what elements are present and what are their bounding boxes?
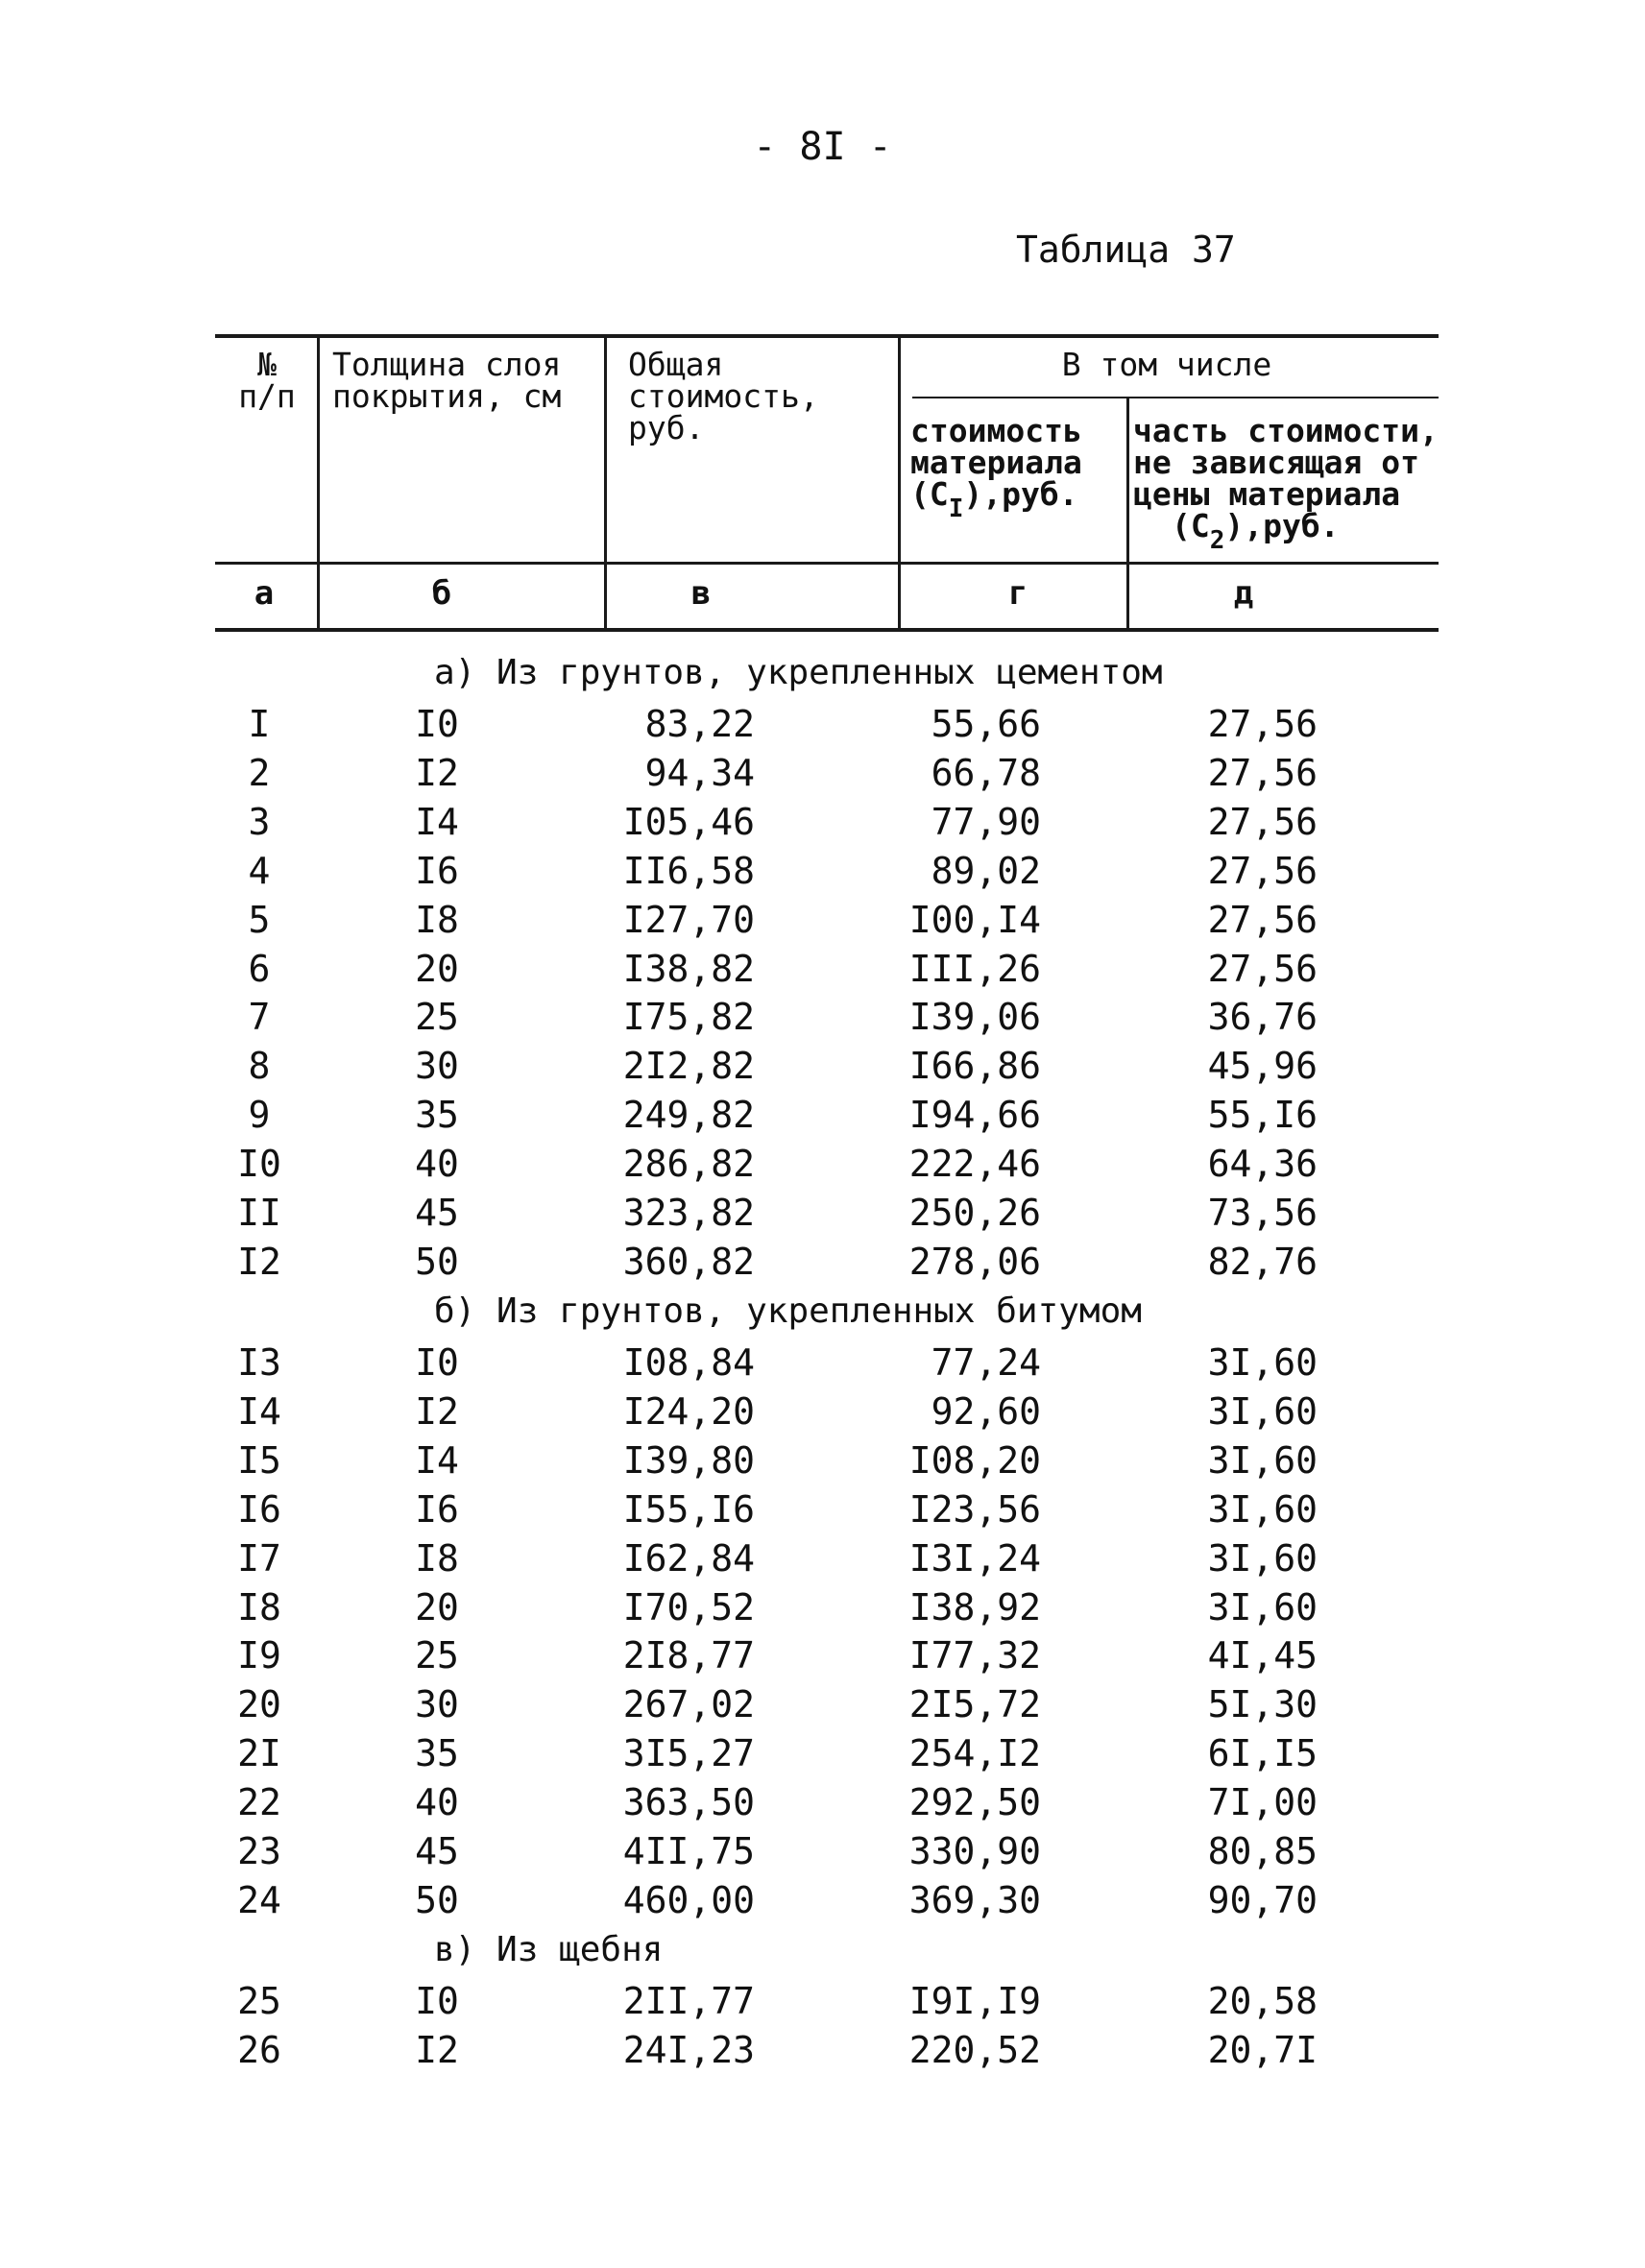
- formula-tail: ),руб.: [963, 475, 1078, 513]
- other-cost: 80,85: [1207, 1830, 1318, 1872]
- total-cost: 94,34: [644, 752, 755, 794]
- col-divider-1: [317, 338, 320, 628]
- total-cost: 267,02: [622, 1683, 755, 1725]
- header-group: В том числе: [1061, 346, 1272, 383]
- other-cost: 27,56: [1207, 899, 1318, 941]
- header-col-material-line: стоимость: [910, 412, 1082, 449]
- table-row: [0, 801, 1645, 850]
- other-cost: 27,56: [1207, 948, 1318, 990]
- col-divider-4: [1126, 398, 1129, 628]
- header-col-thickness: [332, 346, 562, 415]
- layer-thickness: I2: [415, 752, 459, 794]
- header-col-material: [910, 412, 1082, 523]
- row-number: 20: [237, 1683, 281, 1725]
- material-cost: I66,86: [908, 1045, 1041, 1087]
- layer-thickness: 40: [415, 1143, 459, 1185]
- header-col-total-line: стоимость,: [628, 377, 819, 415]
- table-row: [0, 996, 1645, 1045]
- total-cost: 360,82: [622, 1241, 755, 1283]
- other-cost: 64,36: [1207, 1143, 1318, 1185]
- table-row: [0, 1683, 1645, 1732]
- total-cost: 2II,77: [622, 1980, 755, 2022]
- formula-symbol: (C: [1172, 507, 1210, 544]
- material-cost: I94,66: [908, 1094, 1041, 1136]
- layer-thickness: 20: [415, 948, 459, 990]
- table-row: [0, 948, 1645, 997]
- row-number: I6: [237, 1488, 281, 1531]
- row-number: 9: [248, 1094, 271, 1136]
- row-number: II: [237, 1192, 281, 1234]
- header-col-total-line: Общая: [628, 346, 724, 383]
- material-cost: 2I5,72: [908, 1683, 1041, 1725]
- header-col-thickness-line: покрытия, см: [332, 377, 562, 415]
- total-cost: I08,84: [622, 1341, 755, 1384]
- row-number: I4: [237, 1390, 281, 1433]
- material-cost: 77,24: [931, 1341, 1041, 1384]
- row-number: 24: [237, 1879, 281, 1921]
- row-number: 6: [248, 948, 271, 990]
- layer-thickness: 45: [415, 1192, 459, 1234]
- total-cost: I24,20: [622, 1390, 755, 1433]
- layer-thickness: I6: [415, 850, 459, 892]
- layer-thickness: I0: [415, 1341, 459, 1384]
- total-cost: 2I8,77: [622, 1634, 755, 1677]
- other-cost: 6I,I5: [1207, 1732, 1318, 1774]
- table-row: [0, 1192, 1645, 1241]
- layer-thickness: 35: [415, 1732, 459, 1774]
- layer-thickness: 30: [415, 1683, 459, 1725]
- total-cost: II6,58: [622, 850, 755, 892]
- other-cost: 27,56: [1207, 752, 1318, 794]
- other-cost: 73,56: [1207, 1192, 1318, 1234]
- material-cost: I00,I4: [908, 899, 1041, 941]
- row-number: 8: [248, 1045, 271, 1087]
- table-label: Таблица 37: [1016, 229, 1236, 271]
- row-number: I5: [237, 1439, 281, 1482]
- layer-thickness: I2: [415, 1390, 459, 1433]
- total-cost: I55,I6: [622, 1488, 755, 1531]
- header-col-total-line: руб.: [628, 409, 705, 446]
- table-row: [0, 1143, 1645, 1192]
- material-cost: I39,06: [908, 996, 1041, 1038]
- other-cost: 3I,60: [1207, 1586, 1318, 1629]
- total-cost: I38,82: [622, 948, 755, 990]
- column-letter: д: [1233, 574, 1254, 613]
- column-letter: в: [690, 574, 712, 613]
- formula-subscript: I: [948, 495, 964, 523]
- table-row: [0, 1094, 1645, 1143]
- row-number: 26: [237, 2029, 281, 2071]
- header-bottom-rule: [215, 562, 1439, 565]
- column-letter: б: [431, 574, 452, 613]
- table-row: [0, 1732, 1645, 1781]
- material-cost: III,26: [908, 948, 1041, 990]
- row-number: 22: [237, 1781, 281, 1823]
- layer-thickness: 50: [415, 1879, 459, 1921]
- group-underline: [912, 397, 1439, 398]
- other-cost: 3I,60: [1207, 1488, 1318, 1531]
- material-cost: I08,20: [908, 1439, 1041, 1482]
- layer-thickness: 35: [415, 1094, 459, 1136]
- total-cost: 3I5,27: [622, 1732, 755, 1774]
- layer-thickness: I2: [415, 2029, 459, 2071]
- row-number: 23: [237, 1830, 281, 1872]
- other-cost: 55,I6: [1207, 1094, 1318, 1136]
- header-col-thickness-line: Толщина слоя: [332, 346, 562, 383]
- table-row: [0, 1537, 1645, 1586]
- other-cost: 20,58: [1207, 1980, 1318, 2022]
- header-col-total: [628, 346, 819, 446]
- table-head-end-rule: [215, 628, 1439, 632]
- material-cost: I9I,I9: [908, 1980, 1041, 2022]
- row-number: 5: [248, 899, 271, 941]
- table-row: [0, 1634, 1645, 1683]
- layer-thickness: I4: [415, 1439, 459, 1482]
- layer-thickness: 45: [415, 1830, 459, 1872]
- table-row: [0, 752, 1645, 801]
- other-cost: 20,7I: [1207, 2029, 1318, 2071]
- header-col-part-line: не зависящая от: [1133, 444, 1420, 481]
- header-col-material-line: материала: [910, 444, 1082, 481]
- table-row: [0, 1341, 1645, 1390]
- total-cost: 323,82: [622, 1192, 755, 1234]
- other-cost: 3I,60: [1207, 1341, 1318, 1384]
- header-col-number: [229, 346, 305, 415]
- material-cost: 250,26: [908, 1192, 1041, 1234]
- layer-thickness: I8: [415, 1537, 459, 1580]
- row-number: 2: [248, 752, 271, 794]
- total-cost: 24I,23: [622, 2029, 755, 2071]
- total-cost: 286,82: [622, 1143, 755, 1185]
- table-row: [0, 1241, 1645, 1290]
- column-letter: г: [1007, 574, 1028, 613]
- material-cost: I38,92: [908, 1586, 1041, 1629]
- table-row: [0, 1830, 1645, 1879]
- formula-tail: ),руб.: [1224, 507, 1340, 544]
- header-col-material-formula: [910, 475, 1082, 523]
- table-row: [0, 850, 1645, 899]
- row-number: I: [248, 703, 271, 745]
- section-title: а) Из грунтов, укрепленных цементом: [434, 653, 1163, 692]
- layer-thickness: I6: [415, 1488, 459, 1531]
- row-number: 2I: [237, 1732, 281, 1774]
- table-row: [0, 1586, 1645, 1635]
- table-top-rule: [215, 334, 1439, 338]
- other-cost: 3I,60: [1207, 1537, 1318, 1580]
- layer-thickness: 25: [415, 1634, 459, 1677]
- material-cost: 222,46: [908, 1143, 1041, 1185]
- material-cost: 330,90: [908, 1830, 1041, 1872]
- header-col-part-formula: [1133, 507, 1439, 555]
- header-col-number-line: п/п: [238, 377, 296, 415]
- material-cost: 220,52: [908, 2029, 1041, 2071]
- other-cost: 27,56: [1207, 703, 1318, 745]
- row-number: 25: [237, 1980, 281, 2022]
- other-cost: 7I,00: [1207, 1781, 1318, 1823]
- section-title: в) Из щебня: [434, 1930, 664, 1969]
- row-number: 7: [248, 996, 271, 1038]
- layer-thickness: 50: [415, 1241, 459, 1283]
- layer-thickness: 30: [415, 1045, 459, 1087]
- total-cost: 363,50: [622, 1781, 755, 1823]
- col-divider-3: [898, 338, 901, 628]
- total-cost: I39,80: [622, 1439, 755, 1482]
- row-number: I3: [237, 1341, 281, 1384]
- header-col-part-line: цены материала: [1133, 475, 1401, 513]
- table-row: [0, 1781, 1645, 1830]
- material-cost: 369,30: [908, 1879, 1041, 1921]
- formula-symbol: (C: [910, 475, 949, 513]
- other-cost: 3I,60: [1207, 1439, 1318, 1482]
- other-cost: 82,76: [1207, 1241, 1318, 1283]
- table-row: [0, 703, 1645, 752]
- row-number: I8: [237, 1586, 281, 1629]
- header-col-number-line: №: [257, 346, 277, 383]
- total-cost: I05,46: [622, 801, 755, 843]
- material-cost: I3I,24: [908, 1537, 1041, 1580]
- row-number: I9: [237, 1634, 281, 1677]
- page-number: - 8I -: [753, 125, 892, 169]
- layer-thickness: I0: [415, 703, 459, 745]
- row-number: 3: [248, 801, 271, 843]
- material-cost: 278,06: [908, 1241, 1041, 1283]
- material-cost: 55,66: [931, 703, 1041, 745]
- header-col-part-line: часть стоимости,: [1133, 412, 1439, 449]
- material-cost: 66,78: [931, 752, 1041, 794]
- material-cost: 92,60: [931, 1390, 1041, 1433]
- table-row: [0, 1488, 1645, 1537]
- header-col-part: [1133, 412, 1439, 555]
- column-letter: а: [254, 574, 275, 613]
- table-row: [0, 1879, 1645, 1928]
- table-row: [0, 1980, 1645, 2029]
- other-cost: 4I,45: [1207, 1634, 1318, 1677]
- table-row: [0, 899, 1645, 948]
- other-cost: 3I,60: [1207, 1390, 1318, 1433]
- total-cost: 2I2,82: [622, 1045, 755, 1087]
- other-cost: 27,56: [1207, 850, 1318, 892]
- total-cost: I70,52: [622, 1586, 755, 1629]
- other-cost: 36,76: [1207, 996, 1318, 1038]
- table-row: [0, 2029, 1645, 2078]
- layer-thickness: I0: [415, 1980, 459, 2022]
- layer-thickness: 20: [415, 1586, 459, 1629]
- total-cost: I62,84: [622, 1537, 755, 1580]
- material-cost: 77,90: [931, 801, 1041, 843]
- other-cost: 5I,30: [1207, 1683, 1318, 1725]
- col-divider-2: [604, 338, 607, 628]
- table-row: [0, 1045, 1645, 1094]
- total-cost: 249,82: [622, 1094, 755, 1136]
- other-cost: 45,96: [1207, 1045, 1318, 1087]
- layer-thickness: 25: [415, 996, 459, 1038]
- other-cost: 27,56: [1207, 801, 1318, 843]
- layer-thickness: I8: [415, 899, 459, 941]
- row-number: I2: [237, 1241, 281, 1283]
- total-cost: 460,00: [622, 1879, 755, 1921]
- layer-thickness: 40: [415, 1781, 459, 1823]
- total-cost: 83,22: [644, 703, 755, 745]
- total-cost: I75,82: [622, 996, 755, 1038]
- row-number: I0: [237, 1143, 281, 1185]
- row-number: I7: [237, 1537, 281, 1580]
- table-row: [0, 1439, 1645, 1488]
- other-cost: 90,70: [1207, 1879, 1318, 1921]
- section-title: б) Из грунтов, укрепленных битумом: [434, 1291, 1142, 1331]
- material-cost: 89,02: [931, 850, 1041, 892]
- material-cost: 254,I2: [908, 1732, 1041, 1774]
- material-cost: I23,56: [908, 1488, 1041, 1531]
- total-cost: I27,70: [622, 899, 755, 941]
- material-cost: I77,32: [908, 1634, 1041, 1677]
- formula-subscript: 2: [1209, 526, 1225, 555]
- material-cost: 292,50: [908, 1781, 1041, 1823]
- total-cost: 4II,75: [622, 1830, 755, 1872]
- table-row: [0, 1390, 1645, 1439]
- layer-thickness: I4: [415, 801, 459, 843]
- row-number: 4: [248, 850, 271, 892]
